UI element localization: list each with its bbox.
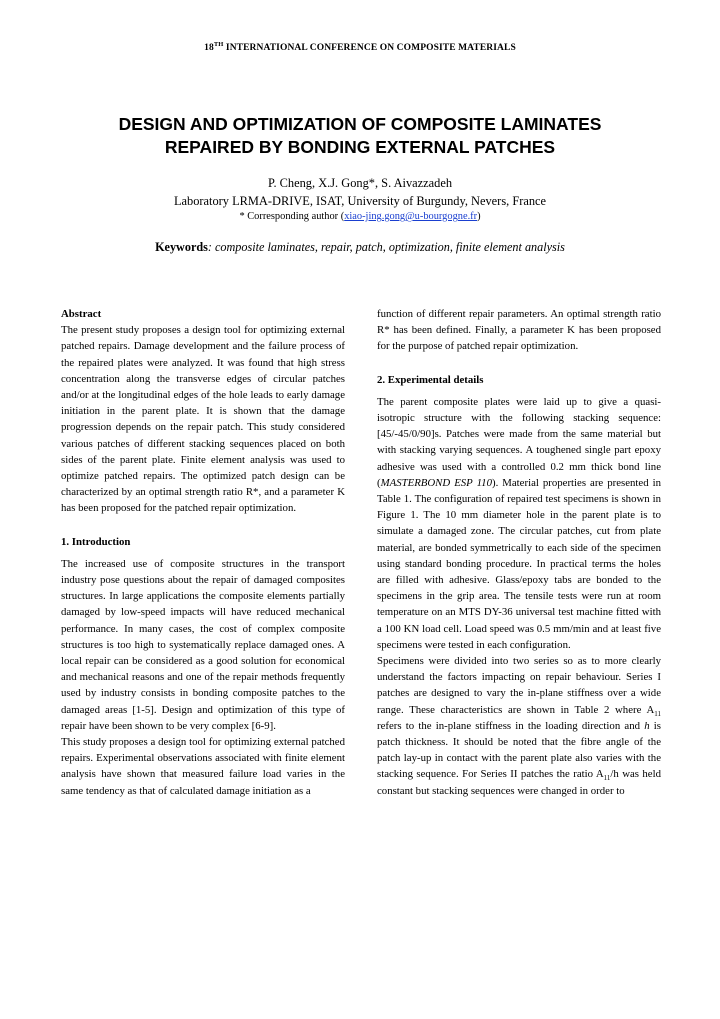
exp-p2-part-b: refers to the in-plane stiffness in the loading direction and: [377, 719, 645, 732]
authors: P. Cheng, X.J. Gong*, S. Aivazzadeh: [267, 176, 453, 190]
right-column: [377, 306, 661, 799]
conference-header: [0, 41, 720, 53]
experimental-paragraph-1: [377, 394, 661, 653]
corresponding-author: [0, 211, 720, 222]
abstract-text: The present study proposes a design tool for optimizing external patched repairs. Damage development and the failure process of the repaired plates were analyzed. It was found that high stress concentration along the transverse edges of circular patches and/or at the longitudinal edges of the hole leads to early damage initiation in the parent plate. It is shown that the damage progression depends on the repair patch. This study considered various patches of different stacking sequences placed on both sides of the parent plate. Finite element analysis was used to optimize patched repairs. The optimized patch design can be characterized by an optimal strength ratio R*, and a parameter K has been proposed for the patched repair optimization.: [61, 324, 345, 515]
affiliation: Laboratory LRMA-DRIVE, ISAT, University of Burgundy, Nevers, France: [173, 194, 547, 208]
continuation-paragraph: function of different repair parameters. An optimal strength ratio R* has been defined. Finally, a parameter K has been proposed for the purpose of patched repair optimization.: [377, 308, 661, 353]
conference-name: INTERNATIONAL CONFERENCE ON COMPOSITE MATERIALS: [223, 43, 516, 54]
conference-ordinal: TH: [213, 41, 224, 48]
abstract-heading: Abstract: [61, 308, 102, 320]
keywords-list: : composite laminates, repair, patch, optimization, finite element analysis: [207, 240, 565, 254]
corresponding-prefix: * Corresponding author (: [239, 211, 345, 222]
introduction-heading: 1. Introduction: [61, 535, 131, 548]
a11-subscript: 11: [654, 709, 661, 718]
title-line-1: DESIGN AND OPTIMIZATION OF COMPOSITE LAMINATES: [118, 114, 602, 134]
experimental-paragraph-2: [377, 653, 661, 799]
exp-p2-part-c: is patch thickness. It should be noted that the fibre angle of the patch lay-up in contact with the parent plate also varies with the stacking sequence. For Series II patches the ratio A: [377, 719, 661, 781]
title-line-2: REPAIRED BY BONDING EXTERNAL PATCHES: [164, 137, 556, 157]
left-column: [61, 306, 345, 799]
conference-number: 18: [204, 43, 214, 54]
paper-title: [60, 113, 660, 159]
exp-p2-part-d: /h was held constant but stacking sequences were changed in order to: [377, 768, 662, 797]
experimental-heading: 2. Experimental details: [377, 373, 484, 386]
adhesive-name: MASTERBOND ESP 110: [380, 476, 492, 489]
exp-p2-part-a: Specimens were divided into two series so as to more clearly understand the factors impacting on repair behaviour. Series I patches are designed to vary the in-plane stiffness over a wide range. These characteristics are shown in Table 2 where A: [377, 655, 661, 716]
introduction-paragraph-1: The increased use of composite structures in the transport industry pose questions about the repair of damaged composites structures. In large applications the composite elements partially damaged by low-speed impacts will have reduced mechanical performance. In many cases, the cost of complex composite structures is too high to systematically replace damaged ones. A local repair can be considered as a good solution for economical and mechanical reasons and one of the repair methods frequently used by industry consists in bonding composite patches to the damaged areas [1-5]. Design and optimization of this type of repair have been shown to be very complex [6-9].: [61, 557, 345, 732]
thickness-symbol: h: [644, 719, 650, 732]
keywords: [0, 240, 720, 255]
a11-subscript-2: 11: [603, 774, 611, 783]
exp-p1-part-a: The parent composite plates were laid up to give a quasi-isotropic structure with the following stacking sequence: [45/-45/0/90]s. Patches were made from the same material but with stacking varying sequences. A toughened single part epoxy adhesive was used with a controlled 0.2 mm thick bond line (: [377, 395, 661, 489]
introduction-paragraph-2: This study proposes a design tool for optimizing external patched repairs. Experimental observations associated with finite element analysis have shown that measured failure load varies in the same tendency as that of calculated damage initiation as a: [61, 736, 345, 797]
exp-p1-part-b: ). Material properties are presented in Table 1. The configuration of repaired test specimens is shown in Figure 1. The 10 mm diameter hole in the parent plate is to simulate a damaged zone. The circular patches, cut from plate material, are bonded symmetrically to each side of the specimen using standard bonding procedure. In practical terms the holes are filled with adhesive. Glass/epoxy tabs are bonded to the specimens in the grip area. The tensile tests were run at room temperature on an MTS DY-36 universal test machine fitted with a 100 KN load cell. Load speed was 0.5 mm/min and at least five specimens were tested in each configuration.: [377, 476, 661, 651]
corresponding-email-link[interactable]: xiao-jing.gong@u-bourgogne.fr: [344, 211, 478, 222]
corresponding-suffix: ): [477, 211, 481, 222]
keywords-label: Keywords: [155, 240, 208, 254]
